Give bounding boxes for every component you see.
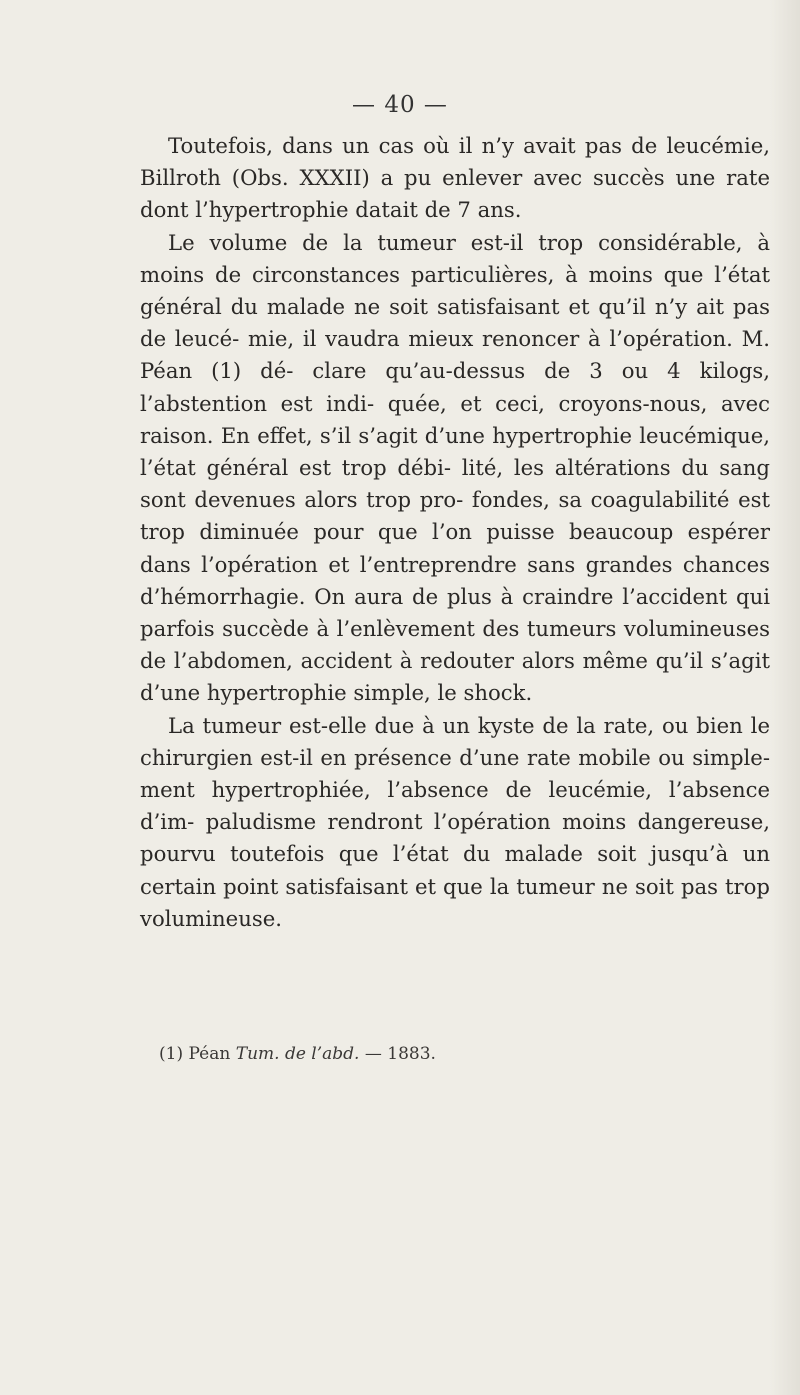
footnote-marker: (1) (159, 1044, 184, 1064)
footnote-author: Péan (188, 1044, 231, 1064)
body-text (140, 130, 770, 935)
footnote (159, 1043, 759, 1065)
paragraph-volume-tumeur: Le volume de la tumeur est-il trop considérable, à moins de circonstances particulières, à moins que l’état général du malade ne soit satisfaisant et qu’il n’y ait pas de leucé- mie, il vaudra mieux renoncer à l’opération. M. Péan (1) dé- clare qu’au-dessus de 3 ou 4 kilogs, l’abstention est indi- quée, et ceci, croyons-nous, avec raison. En effet, s’il s’agit d’une hypertrophie leucémique, l’état général est trop débi- lité, les altérations du sang sont devenues alors trop pro- fondes, sa coagulabilité est trop diminuée pour que l’on puisse beaucoup espérer dans l’opération et l’entreprendre sans grandes chances d’hémorrhagie. On aura de plus à craindre l’accident qui parfois succède à l’enlèvement des tumeurs volumineuses de l’abdomen, accident à redouter alors même qu’il s’agit d’une hypertrophie simple, le shock. (140, 229, 770, 706)
footnote-title: Tum. de l’abd. (235, 1044, 360, 1064)
footnote-year: — 1883. (364, 1044, 436, 1064)
page-number: — 40 — (352, 92, 448, 118)
paragraph-kyste-rate: La tumeur est-elle due à un kyste de la rate, ou bien le chirurgien est-il en présence d’une rate mobile ou simple- ment hypertrophiée, l’absence de leucémie, l’absence d’im- paludisme rendront l’opération moins dangereuse, pourvu toutefois que l’état du malade soit jusqu’à un certain point satisfaisant et que la tumeur ne soit pas trop volumineuse. (140, 712, 770, 931)
paragraph-billroth: Toutefois, dans un cas où il n’y avait pas de leucémie, Billroth (Obs. XXXII) a pu enlever avec succès une rate dont l’hypertrophie datait de 7 ans. (140, 133, 770, 223)
